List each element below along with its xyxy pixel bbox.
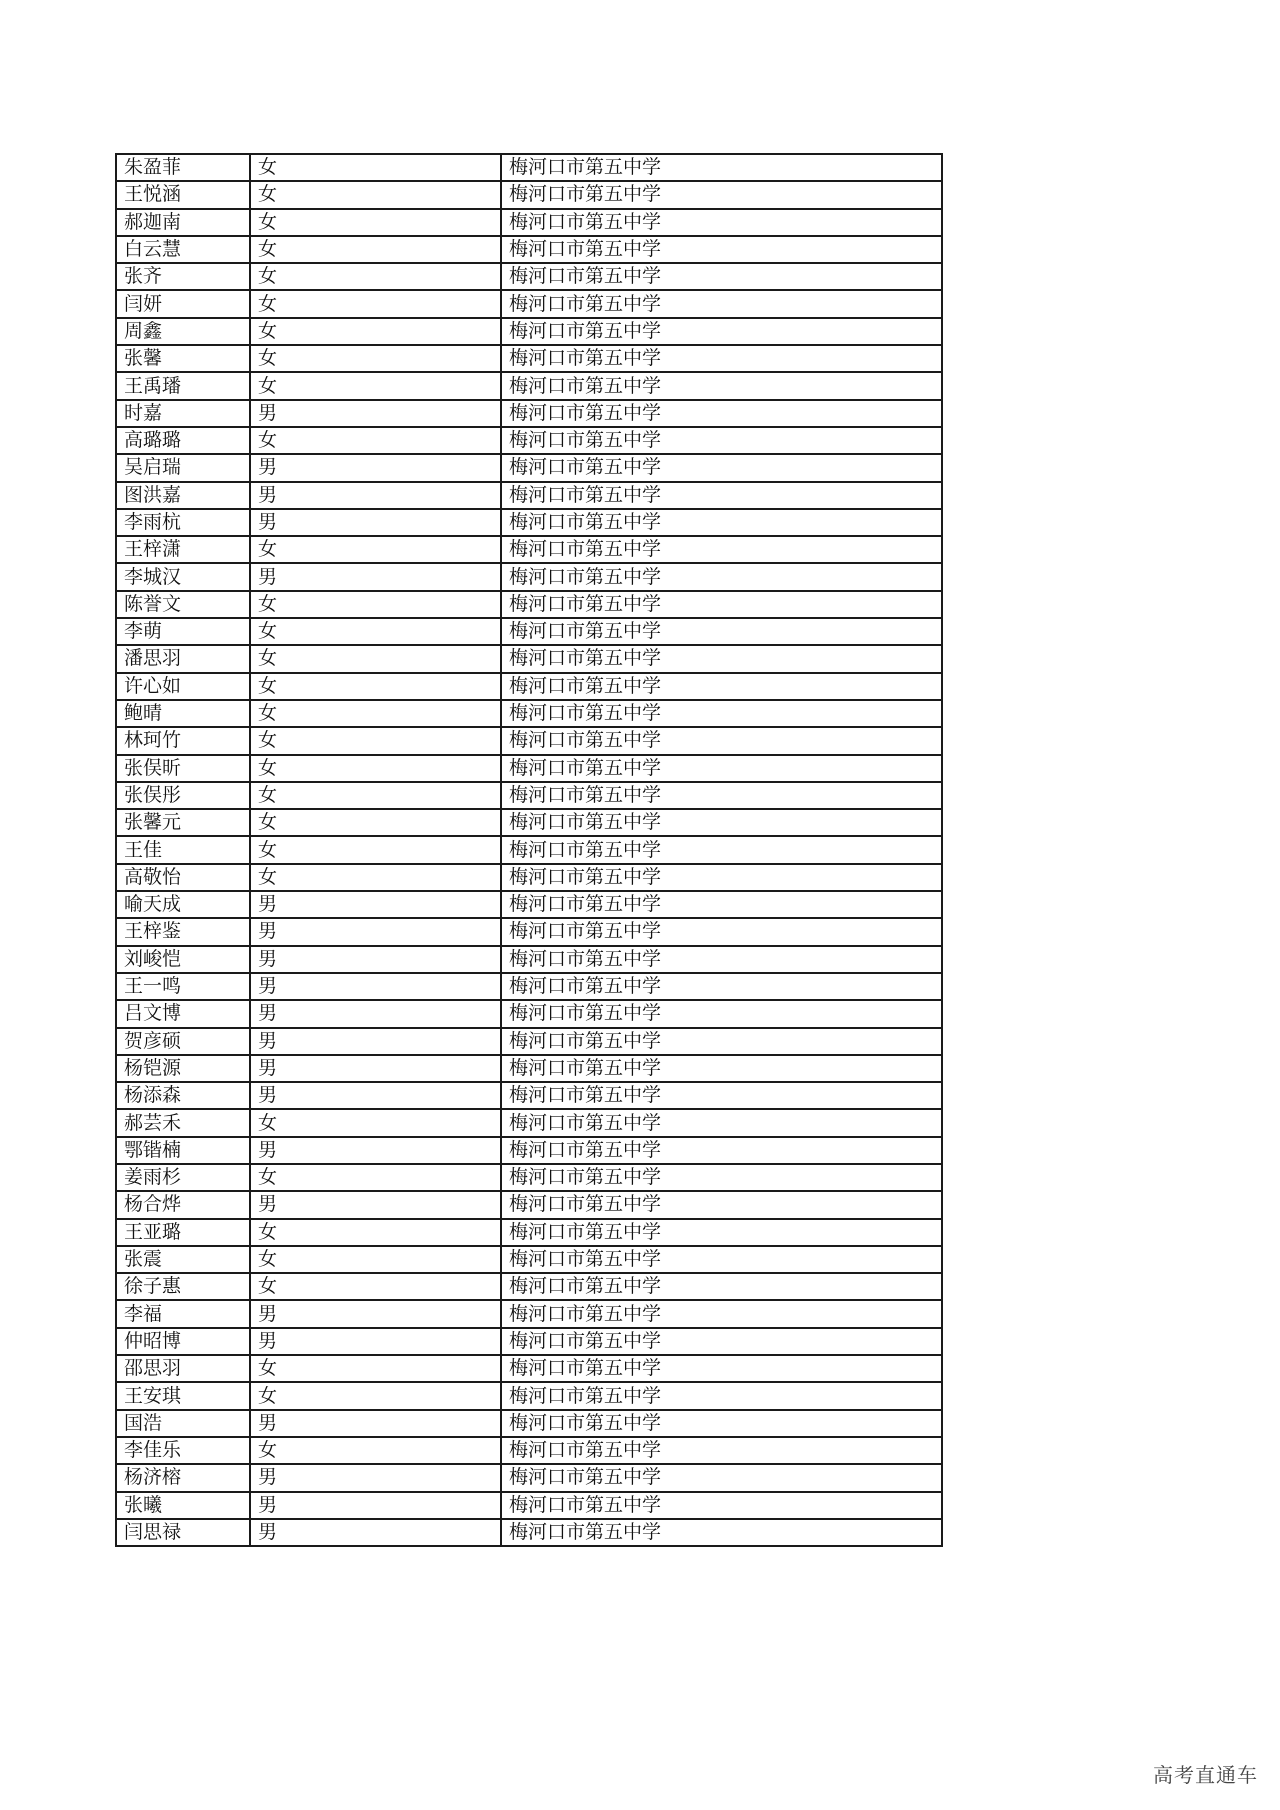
gender-cell: 女 xyxy=(250,1109,501,1136)
school-cell: 梅河口市第五中学 xyxy=(501,1464,942,1491)
student-name-cell: 李佳乐 xyxy=(116,1437,250,1464)
school-cell: 梅河口市第五中学 xyxy=(501,1519,942,1546)
gender-cell: 男 xyxy=(250,891,501,918)
table-row xyxy=(116,1109,942,1136)
table-row xyxy=(116,918,942,945)
student-name-cell: 鲍晴 xyxy=(116,700,250,727)
student-name-cell: 李城汉 xyxy=(116,563,250,590)
gender-cell: 女 xyxy=(250,1382,501,1409)
gender-cell: 女 xyxy=(250,782,501,809)
gender-cell: 女 xyxy=(250,1273,501,1300)
school-cell: 梅河口市第五中学 xyxy=(501,700,942,727)
gender-cell: 女 xyxy=(250,1355,501,1382)
school-cell: 梅河口市第五中学 xyxy=(501,1382,942,1409)
gender-cell: 女 xyxy=(250,1246,501,1273)
table-row xyxy=(116,1437,942,1464)
school-cell: 梅河口市第五中学 xyxy=(501,209,942,236)
school-cell: 梅河口市第五中学 xyxy=(501,400,942,427)
table-row xyxy=(116,454,942,481)
student-name-cell: 邵思羽 xyxy=(116,1355,250,1382)
gender-cell: 女 xyxy=(250,236,501,263)
school-cell: 梅河口市第五中学 xyxy=(501,1028,942,1055)
gender-cell: 男 xyxy=(250,509,501,536)
gender-cell: 男 xyxy=(250,1519,501,1546)
school-cell: 梅河口市第五中学 xyxy=(501,946,942,973)
table-row xyxy=(116,1464,942,1491)
table-row xyxy=(116,1137,942,1164)
student-name-cell: 张馨 xyxy=(116,345,250,372)
gender-cell: 女 xyxy=(250,427,501,454)
gender-cell: 男 xyxy=(250,1328,501,1355)
student-name-cell: 鄂锴楠 xyxy=(116,1137,250,1164)
student-name-cell: 周鑫 xyxy=(116,318,250,345)
table-row xyxy=(116,181,942,208)
school-cell: 梅河口市第五中学 xyxy=(501,1137,942,1164)
school-cell: 梅河口市第五中学 xyxy=(501,509,942,536)
student-name-cell: 闫思禄 xyxy=(116,1519,250,1546)
school-cell: 梅河口市第五中学 xyxy=(501,973,942,1000)
gender-cell: 男 xyxy=(250,1464,501,1491)
student-name-cell: 张曦 xyxy=(116,1492,250,1519)
table-row xyxy=(116,864,942,891)
school-cell: 梅河口市第五中学 xyxy=(501,536,942,563)
gender-cell: 女 xyxy=(250,536,501,563)
school-cell: 梅河口市第五中学 xyxy=(501,154,942,181)
gender-cell: 男 xyxy=(250,1082,501,1109)
student-name-cell: 张震 xyxy=(116,1246,250,1273)
gender-cell: 女 xyxy=(250,645,501,672)
table-row xyxy=(116,700,942,727)
table-row xyxy=(116,727,942,754)
school-cell: 梅河口市第五中学 xyxy=(501,1219,942,1246)
student-name-cell: 杨合烨 xyxy=(116,1191,250,1218)
student-name-cell: 李雨杭 xyxy=(116,509,250,536)
student-name-cell: 喻天成 xyxy=(116,891,250,918)
gender-cell: 男 xyxy=(250,973,501,1000)
student-name-cell: 张齐 xyxy=(116,263,250,290)
gender-cell: 女 xyxy=(250,263,501,290)
gender-cell: 男 xyxy=(250,482,501,509)
table-row xyxy=(116,318,942,345)
table-row xyxy=(116,1492,942,1519)
student-name-cell: 王一鸣 xyxy=(116,973,250,1000)
table-row xyxy=(116,1219,942,1246)
gender-cell: 男 xyxy=(250,400,501,427)
school-cell: 梅河口市第五中学 xyxy=(501,427,942,454)
school-cell: 梅河口市第五中学 xyxy=(501,1109,942,1136)
table-row xyxy=(116,1055,942,1082)
school-cell: 梅河口市第五中学 xyxy=(501,1437,942,1464)
gender-cell: 女 xyxy=(250,836,501,863)
school-cell: 梅河口市第五中学 xyxy=(501,836,942,863)
table-row xyxy=(116,782,942,809)
school-cell: 梅河口市第五中学 xyxy=(501,782,942,809)
table-row xyxy=(116,345,942,372)
student-name-cell: 李福 xyxy=(116,1300,250,1327)
student-name-cell: 王佳 xyxy=(116,836,250,863)
table-row xyxy=(116,673,942,700)
student-name-cell: 朱盈菲 xyxy=(116,154,250,181)
student-name-cell: 刘峻恺 xyxy=(116,946,250,973)
gender-cell: 女 xyxy=(250,700,501,727)
gender-cell: 男 xyxy=(250,1191,501,1218)
table-row xyxy=(116,1382,942,1409)
table-row xyxy=(116,482,942,509)
school-cell: 梅河口市第五中学 xyxy=(501,755,942,782)
student-name-cell: 杨添森 xyxy=(116,1082,250,1109)
student-name-cell: 王悦涵 xyxy=(116,181,250,208)
table-row xyxy=(116,755,942,782)
table-row xyxy=(116,372,942,399)
school-cell: 梅河口市第五中学 xyxy=(501,1410,942,1437)
table-row xyxy=(116,645,942,672)
table-row xyxy=(116,427,942,454)
gender-cell: 女 xyxy=(250,372,501,399)
table-row xyxy=(116,400,942,427)
student-name-cell: 高敬怡 xyxy=(116,864,250,891)
student-name-cell: 张俣彤 xyxy=(116,782,250,809)
gender-cell: 女 xyxy=(250,1164,501,1191)
gender-cell: 男 xyxy=(250,1055,501,1082)
gender-cell: 男 xyxy=(250,1000,501,1027)
table-row xyxy=(116,563,942,590)
school-cell: 梅河口市第五中学 xyxy=(501,372,942,399)
table-row xyxy=(116,1191,942,1218)
gender-cell: 男 xyxy=(250,1492,501,1519)
table-row xyxy=(116,1300,942,1327)
gender-cell: 女 xyxy=(250,727,501,754)
student-name-cell: 潘思羽 xyxy=(116,645,250,672)
school-cell: 梅河口市第五中学 xyxy=(501,1328,942,1355)
table-row xyxy=(116,1519,942,1546)
table-row xyxy=(116,1355,942,1382)
school-cell: 梅河口市第五中学 xyxy=(501,864,942,891)
table-row xyxy=(116,1246,942,1273)
school-cell: 梅河口市第五中学 xyxy=(501,1300,942,1327)
gender-cell: 女 xyxy=(250,209,501,236)
school-cell: 梅河口市第五中学 xyxy=(501,673,942,700)
school-cell: 梅河口市第五中学 xyxy=(501,1082,942,1109)
school-cell: 梅河口市第五中学 xyxy=(501,645,942,672)
school-cell: 梅河口市第五中学 xyxy=(501,290,942,317)
table-row xyxy=(116,618,942,645)
student-name-cell: 王安琪 xyxy=(116,1382,250,1409)
gender-cell: 男 xyxy=(250,918,501,945)
school-cell: 梅河口市第五中学 xyxy=(501,1191,942,1218)
school-cell: 梅河口市第五中学 xyxy=(501,563,942,590)
student-name-cell: 吕文博 xyxy=(116,1000,250,1027)
table-row xyxy=(116,536,942,563)
gender-cell: 女 xyxy=(250,755,501,782)
table-row xyxy=(116,1000,942,1027)
table-row xyxy=(116,209,942,236)
student-name-cell: 白云慧 xyxy=(116,236,250,263)
student-name-cell: 张馨元 xyxy=(116,809,250,836)
table-row xyxy=(116,591,942,618)
gender-cell: 女 xyxy=(250,809,501,836)
table-row xyxy=(116,154,942,181)
school-cell: 梅河口市第五中学 xyxy=(501,618,942,645)
student-name-cell: 图洪嘉 xyxy=(116,482,250,509)
student-name-cell: 李萌 xyxy=(116,618,250,645)
table-row xyxy=(116,891,942,918)
gender-cell: 女 xyxy=(250,1437,501,1464)
school-cell: 梅河口市第五中学 xyxy=(501,591,942,618)
roster-body xyxy=(116,154,942,1546)
gender-cell: 男 xyxy=(250,946,501,973)
student-name-cell: 林珂竹 xyxy=(116,727,250,754)
gender-cell: 女 xyxy=(250,591,501,618)
student-roster-table xyxy=(115,153,943,1547)
table-row xyxy=(116,236,942,263)
school-cell: 梅河口市第五中学 xyxy=(501,263,942,290)
student-name-cell: 姜雨杉 xyxy=(116,1164,250,1191)
gender-cell: 女 xyxy=(250,618,501,645)
school-cell: 梅河口市第五中学 xyxy=(501,454,942,481)
gender-cell: 女 xyxy=(250,345,501,372)
student-name-cell: 王梓潇 xyxy=(116,536,250,563)
student-name-cell: 贺彦硕 xyxy=(116,1028,250,1055)
table-row xyxy=(116,1028,942,1055)
school-cell: 梅河口市第五中学 xyxy=(501,236,942,263)
school-cell: 梅河口市第五中学 xyxy=(501,1355,942,1382)
student-name-cell: 吴启瑞 xyxy=(116,454,250,481)
student-name-cell: 国浩 xyxy=(116,1410,250,1437)
table-row xyxy=(116,809,942,836)
gender-cell: 女 xyxy=(250,290,501,317)
student-name-cell: 王亚璐 xyxy=(116,1219,250,1246)
school-cell: 梅河口市第五中学 xyxy=(501,1000,942,1027)
gender-cell: 女 xyxy=(250,318,501,345)
gender-cell: 女 xyxy=(250,864,501,891)
table-row xyxy=(116,290,942,317)
student-name-cell: 杨铠源 xyxy=(116,1055,250,1082)
school-cell: 梅河口市第五中学 xyxy=(501,482,942,509)
table-row xyxy=(116,946,942,973)
table-row xyxy=(116,973,942,1000)
school-cell: 梅河口市第五中学 xyxy=(501,1492,942,1519)
school-cell: 梅河口市第五中学 xyxy=(501,1164,942,1191)
school-cell: 梅河口市第五中学 xyxy=(501,1055,942,1082)
student-name-cell: 徐子惠 xyxy=(116,1273,250,1300)
gender-cell: 男 xyxy=(250,1028,501,1055)
school-cell: 梅河口市第五中学 xyxy=(501,181,942,208)
table-row xyxy=(116,509,942,536)
school-cell: 梅河口市第五中学 xyxy=(501,318,942,345)
student-name-cell: 陈誉文 xyxy=(116,591,250,618)
watermark-text: 高考直通车 xyxy=(1153,1763,1258,1787)
gender-cell: 女 xyxy=(250,673,501,700)
school-cell: 梅河口市第五中学 xyxy=(501,891,942,918)
student-name-cell: 仲昭博 xyxy=(116,1328,250,1355)
school-cell: 梅河口市第五中学 xyxy=(501,1273,942,1300)
gender-cell: 男 xyxy=(250,1300,501,1327)
gender-cell: 女 xyxy=(250,181,501,208)
student-name-cell: 张俣昕 xyxy=(116,755,250,782)
school-cell: 梅河口市第五中学 xyxy=(501,809,942,836)
gender-cell: 男 xyxy=(250,1410,501,1437)
gender-cell: 女 xyxy=(250,1219,501,1246)
student-name-cell: 郝芸禾 xyxy=(116,1109,250,1136)
gender-cell: 男 xyxy=(250,454,501,481)
student-name-cell: 许心如 xyxy=(116,673,250,700)
table-row xyxy=(116,1082,942,1109)
student-name-cell: 闫妍 xyxy=(116,290,250,317)
student-name-cell: 郝迦南 xyxy=(116,209,250,236)
table-row xyxy=(116,263,942,290)
gender-cell: 男 xyxy=(250,1137,501,1164)
school-cell: 梅河口市第五中学 xyxy=(501,918,942,945)
table-row xyxy=(116,1328,942,1355)
gender-cell: 男 xyxy=(250,563,501,590)
school-cell: 梅河口市第五中学 xyxy=(501,345,942,372)
student-name-cell: 王梓鉴 xyxy=(116,918,250,945)
student-name-cell: 时嘉 xyxy=(116,400,250,427)
gender-cell: 女 xyxy=(250,154,501,181)
table-row xyxy=(116,1410,942,1437)
table-row xyxy=(116,1273,942,1300)
student-name-cell: 杨济榕 xyxy=(116,1464,250,1491)
school-cell: 梅河口市第五中学 xyxy=(501,1246,942,1273)
student-name-cell: 高璐璐 xyxy=(116,427,250,454)
table-row xyxy=(116,836,942,863)
school-cell: 梅河口市第五中学 xyxy=(501,727,942,754)
table-row xyxy=(116,1164,942,1191)
student-name-cell: 王禹璠 xyxy=(116,372,250,399)
